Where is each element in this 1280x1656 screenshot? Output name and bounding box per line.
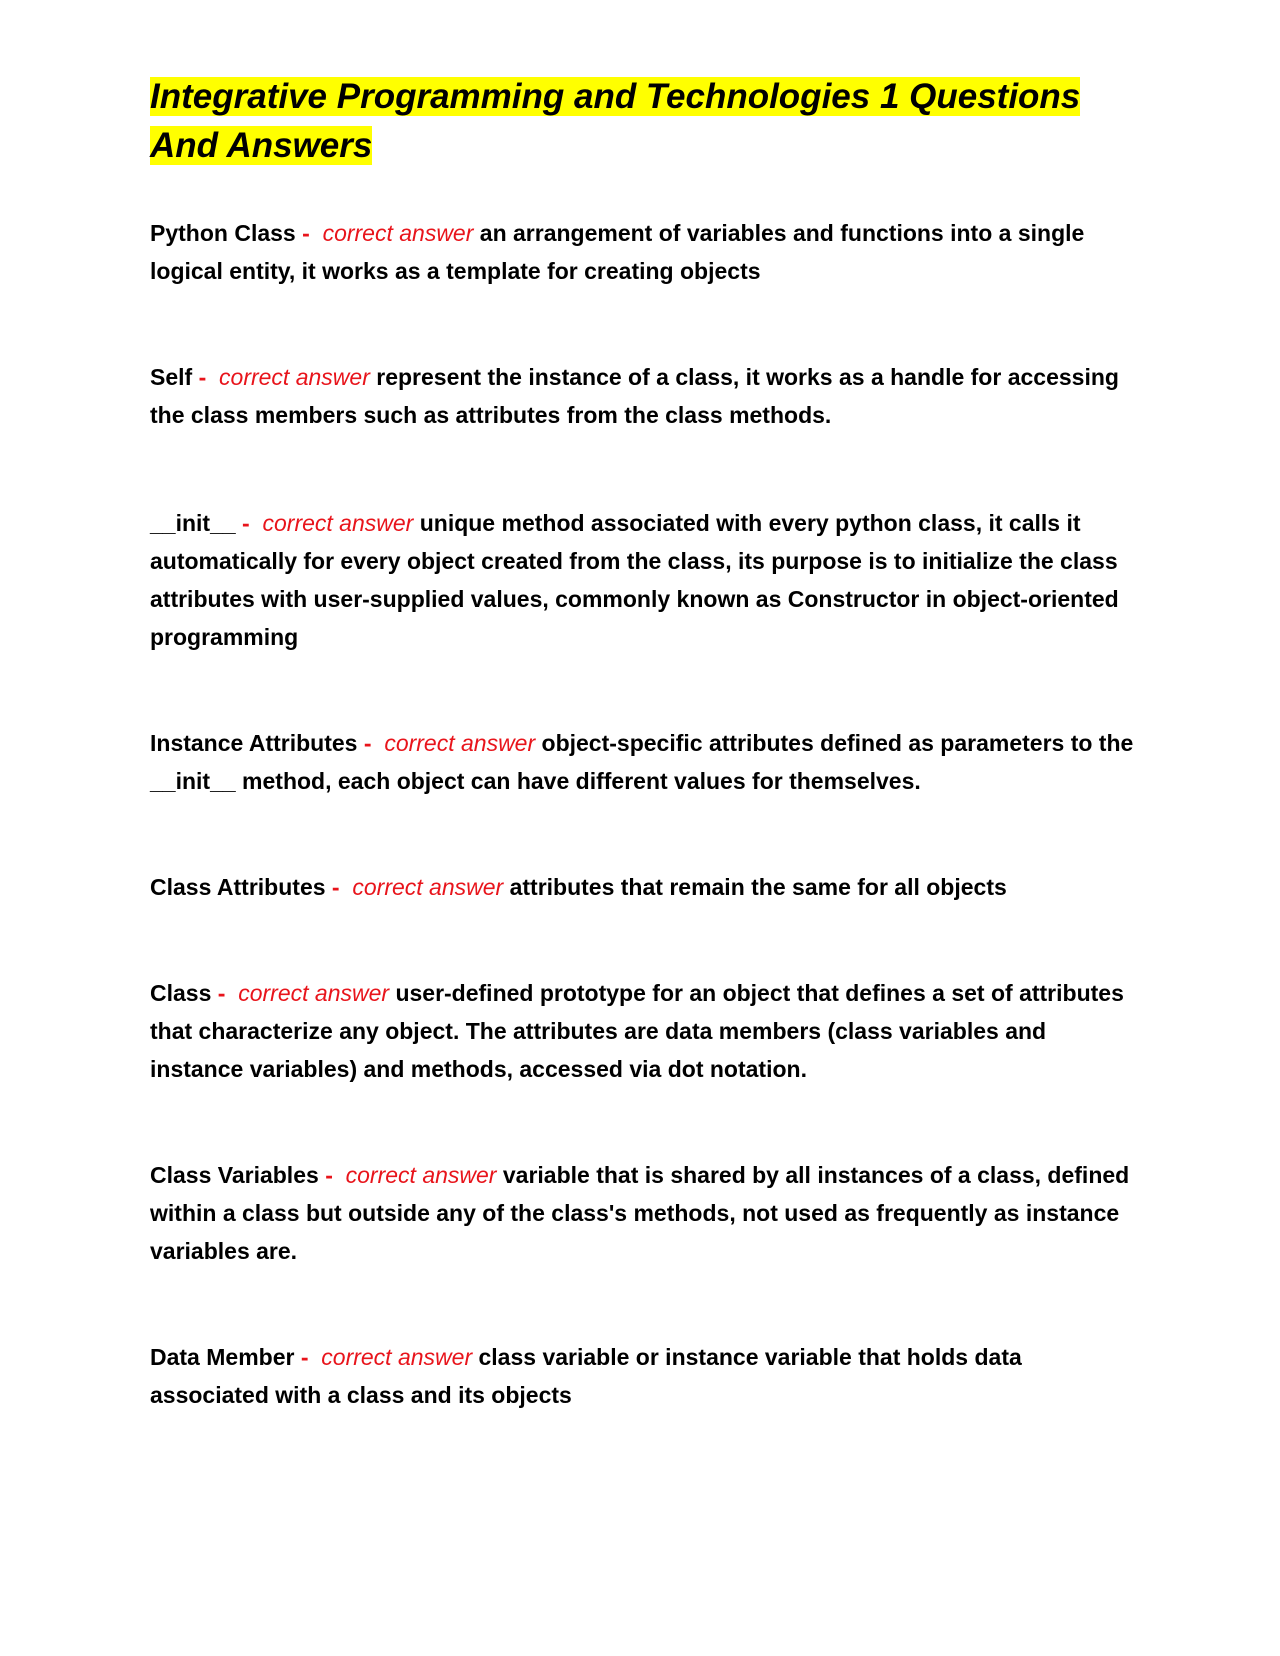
- qa-definition: object-specific attributes defined as parameters to the __init__ method, each object can have different values for themselves.: [150, 730, 1134, 794]
- qa-item: [150, 868, 1140, 906]
- correct-answer-marker: correct answer: [352, 874, 504, 900]
- title-highlight: Integrative Programming and Technologies 1 Questions And Answers: [150, 77, 1081, 165]
- qa-separator: -: [302, 220, 310, 246]
- qa-definition: unique method associated with every python class, it calls it automatically for every object created from the class, its purpose is to initialize the class attributes with user-supplied values, commonly known as Constructor in object-oriented programming: [150, 510, 1119, 650]
- correct-answer-marker: correct answer: [219, 364, 370, 390]
- document-title: [150, 72, 1140, 170]
- correct-answer-marker: correct answer: [322, 220, 474, 246]
- qa-term: __init__: [150, 510, 236, 536]
- qa-separator: -: [325, 1162, 333, 1188]
- qa-separator: -: [363, 730, 372, 756]
- qa-definition: an arrangement of variables and functions into a single logical entity, it works as a template for creating objects: [150, 220, 1085, 284]
- qa-definition: class variable or instance variable that holds data associated with a class and its objects: [150, 1344, 1022, 1408]
- qa-item: [150, 214, 1140, 290]
- qa-separator: -: [242, 510, 250, 536]
- correct-answer-marker: correct answer: [345, 1162, 497, 1188]
- qa-item: [150, 974, 1140, 1088]
- qa-item: [150, 724, 1140, 800]
- qa-item: [150, 504, 1140, 656]
- correct-answer-marker: correct answer: [238, 980, 390, 1006]
- qa-item: [150, 358, 1140, 434]
- qa-definition: attributes that remain the same for all objects: [509, 874, 1007, 900]
- qa-definition: variable that is shared by all instances of a class, defined within a class but outside any of the class's methods, not used as frequently as instance variables are.: [150, 1162, 1130, 1264]
- qa-term: Class Attributes: [150, 874, 326, 900]
- qa-separator: -: [217, 980, 226, 1006]
- qa-definition: user-defined prototype for an object that defines a set of attributes that characterize any object. The attributes are data members (class variables and instance variables) and methods, accessed via dot notation.: [150, 980, 1124, 1082]
- qa-item: [150, 1338, 1140, 1414]
- qa-item: [150, 1156, 1140, 1270]
- qa-term: Data Member: [150, 1344, 295, 1370]
- qa-separator: -: [331, 874, 340, 900]
- correct-answer-marker: correct answer: [384, 730, 536, 756]
- qa-definition: represent the instance of a class, it works as a handle for accessing the class members such as attributes from the class methods.: [150, 364, 1119, 428]
- qa-term: Class: [150, 980, 212, 1006]
- document-page: [150, 72, 1140, 1414]
- qa-term: Instance Attributes: [150, 730, 358, 756]
- correct-answer-marker: correct answer: [321, 1344, 473, 1370]
- qa-term: Class Variables: [150, 1162, 319, 1188]
- qa-term: Self: [150, 364, 193, 390]
- qa-term: Python Class: [150, 220, 296, 246]
- qa-separator: -: [198, 364, 207, 390]
- correct-answer-marker: correct answer: [262, 510, 414, 536]
- qa-separator: -: [300, 1344, 309, 1370]
